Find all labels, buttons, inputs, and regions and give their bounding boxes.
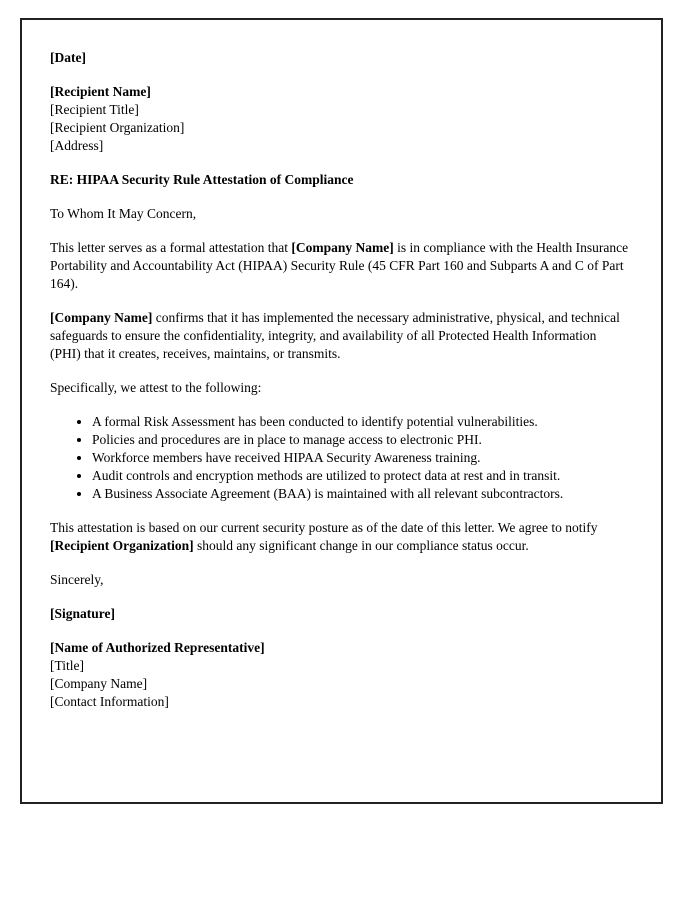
list-item-baa: • A Business Associate Agreement (BAA) is maintained with all relevant subcontractors. — [92, 485, 630, 503]
paragraph-notify-text: This attestation is based on our current security posture as of the date of this letter. We agree to notify — [50, 520, 598, 535]
signer-contact: [Contact Information] — [50, 694, 169, 709]
company-name-placeholder: [Company Name] — [291, 240, 394, 255]
paragraph-attestation — [50, 239, 630, 293]
attest-intro: Specifically, we attest to the following: — [50, 380, 262, 395]
paragraph-safeguards-text: confirms that it has implemented the necessary administrative, physical, and technical safeguards to ensure the confidentiality, integrity, and availability of all Protected Health Information (PHI) that it creates, receives, maintains, or transmits. — [50, 310, 620, 361]
date-placeholder: [Date] — [50, 50, 86, 65]
signature-placeholder: [Signature] — [50, 606, 116, 621]
paragraph-notify-text: should any significant change in our compliance status occur. — [193, 538, 529, 553]
list-item-audit-encryption: • Audit controls and encryption methods are utilized to protect data at rest and in transit. — [92, 467, 630, 485]
paragraph-safeguards — [50, 309, 630, 363]
list-item-risk-assessment: • A formal Risk Assessment has been conducted to identify potential vulnerabilities. — [92, 413, 630, 431]
salutation: To Whom It May Concern, — [50, 206, 197, 221]
attestation-list — [50, 413, 630, 503]
list-item-workforce-training: • Workforce members have received HIPAA Security Awareness training. — [92, 449, 630, 467]
recipient-block — [50, 83, 630, 155]
subject-line: RE: HIPAA Security Rule Attestation of Compliance — [50, 172, 354, 187]
recipient-title: [Recipient Title] — [50, 102, 139, 117]
signer-company: [Company Name] — [50, 676, 148, 691]
signer-block — [50, 639, 630, 711]
list-item-policies: • Policies and procedures are in place to manage access to electronic PHI. — [92, 431, 630, 449]
signer-name: [Name of Authorized Representative] — [50, 640, 265, 655]
paragraph-notify — [50, 519, 630, 555]
signer-title: [Title] — [50, 658, 85, 673]
closing: Sincerely, — [50, 572, 104, 587]
recipient-address: [Address] — [50, 138, 104, 153]
recipient-name: [Recipient Name] — [50, 84, 151, 99]
paragraph-attestation-text: This letter serves as a formal attestation that — [50, 240, 292, 255]
letter-document — [20, 18, 663, 804]
company-name-placeholder: [Company Name] — [50, 310, 153, 325]
paragraph-attestation-text: is in compliance with the Health Insurance Portability and Accountability Act (HIPAA) Security Rule (45 CFR Part 160 and Subparts A and C of Part 164). — [50, 240, 629, 291]
recipient-organization-placeholder: [Recipient Organization] — [50, 538, 194, 553]
recipient-organization: [Recipient Organization] — [50, 120, 185, 135]
